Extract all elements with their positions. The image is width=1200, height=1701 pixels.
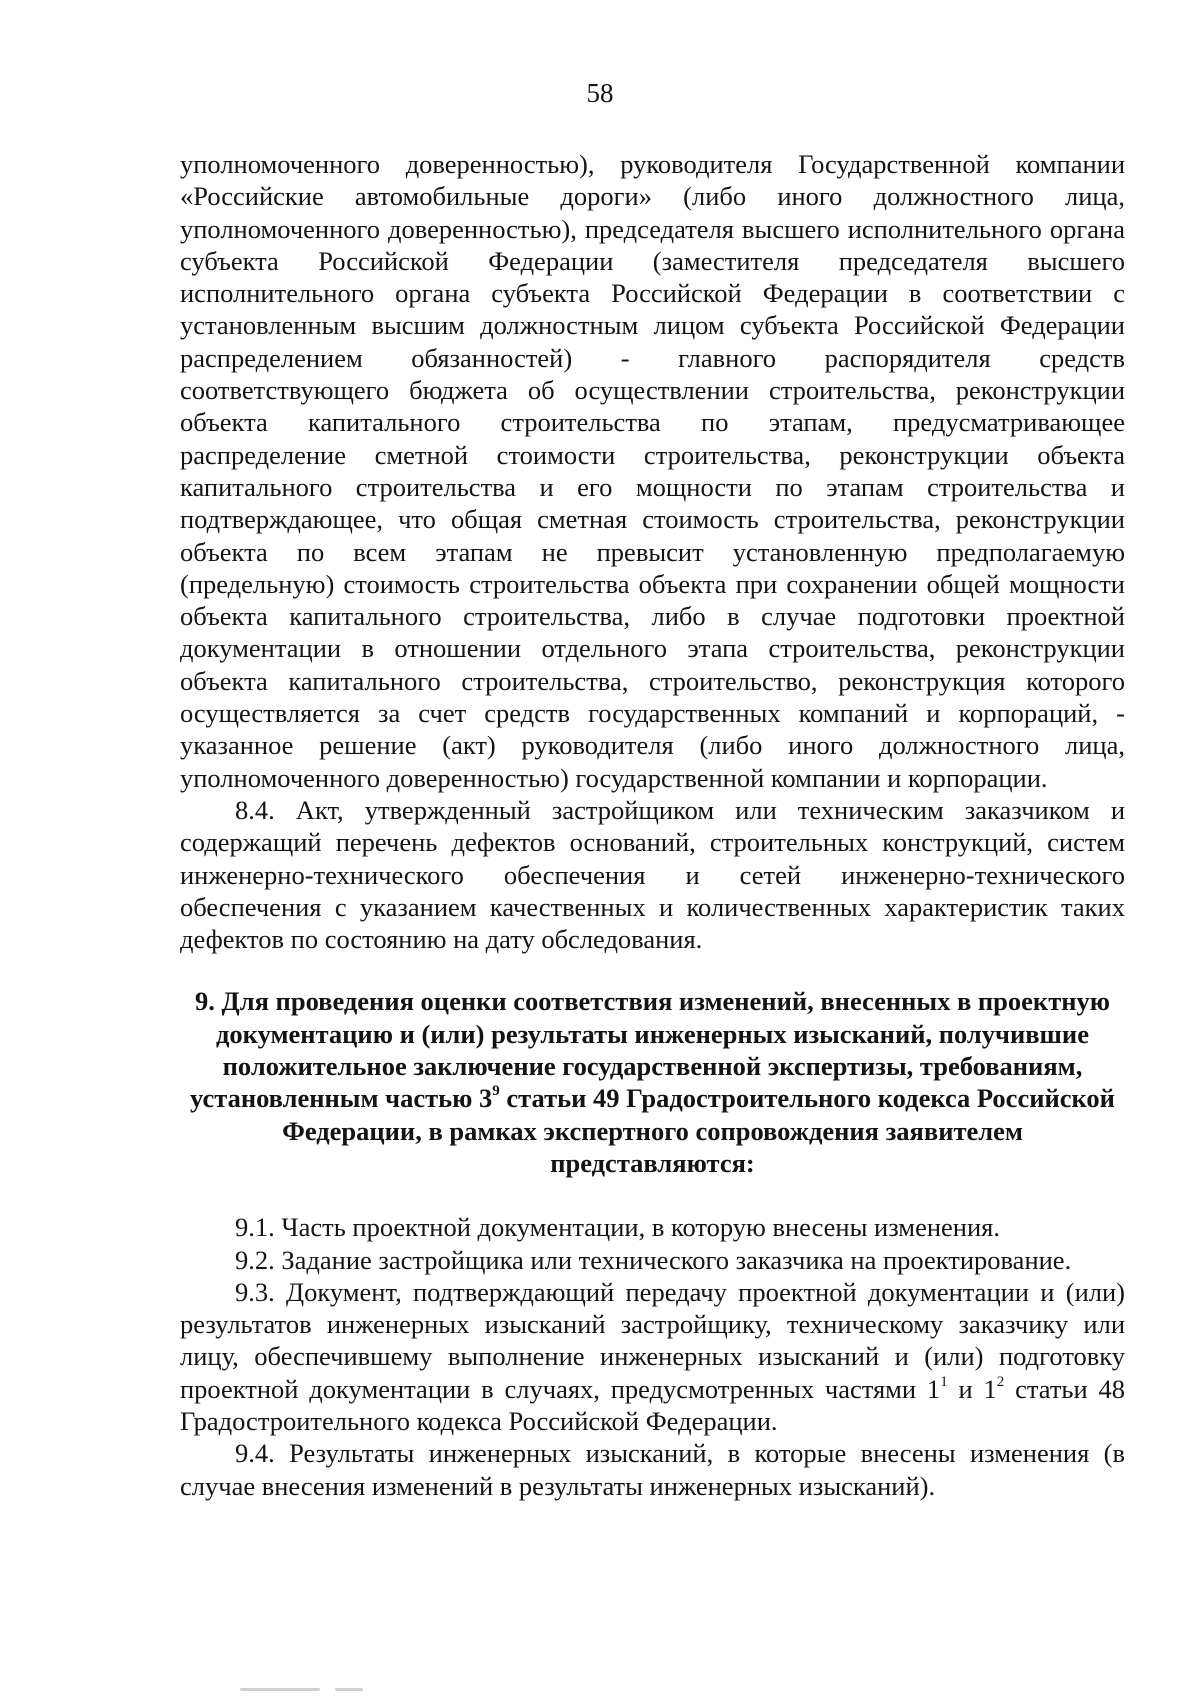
paragraph-8-4: 8.4. Акт, утвержденный застройщиком или техническим заказчиком и содержащий перечень дефектов оснований, строительных конструкций, систем инженерно-технического обеспечения и сетей инженерно-технического обеспечения с указанием качественных и количественных характеристик таких дефектов по состоянию на дату обследования. [180, 794, 1125, 955]
paragraph-continuation: уполномоченного доверенностью), руководителя Государственной компании «Российские автомобильные дороги» (либо иного должностного лица, уполномоченного доверенностью), председателя высшего исполнительного органа субъекта Российской Федерации (заместителя председателя высшего исполнительного органа субъекта Российской Федерации в соответствии с установленным высшим должностным лицом субъекта Российской Федерации распределением обязанностей) - главного распорядителя средств соответствующего бюджета об осуществлении строительства, реконструкции объекта капитального строительства по этапам, предусматривающее распределение сметной стоимости строительства, реконструкции объекта капитального строительства и его мощности по этапам строительства и подтверждающее, что общая сметная стоимость строительства, реконструкции объекта по всем этапам не превысит установленную предполагаемую (предельную) стоимость строительства объекта при сохранении общей мощности объекта капитального строительства, либо в случае подготовки проектной документации в отношении отдельного этапа строительства, реконструкции объекта капитального строительства, строительство, реконструкция которого осуществляется за счет средств государственных компаний и корпораций, - указанное решение (акт) руководителя (либо иного должностного лица, уполномоченного доверенностью) государственной компании и корпорации. [180, 149, 1125, 793]
section-9-heading-text-end: статьи 49 Градостроительного кодекса Российской Федерации, в рамках экспертного сопровождения заявителем представляются: [282, 1083, 1115, 1178]
scan-artifact [335, 1688, 363, 1691]
paragraph-9-1: 9.1. Часть проектной документации, в которую внесены изменения. [235, 1212, 1000, 1243]
paragraph-9-3-text-mid: и 1 [947, 1373, 997, 1404]
document-body [180, 148, 1125, 1502]
paragraph-9-4: 9.4. Результаты инженерных изысканий, в которые внесены изменения (в случае внесения изменений в результаты инженерных изысканий). [180, 1438, 1125, 1501]
page-number: 58 [586, 78, 614, 108]
superscript: 9 [492, 1083, 500, 1100]
superscript: 2 [996, 1373, 1005, 1390]
paragraph-9-3 [180, 1276, 1125, 1437]
section-9-heading [180, 985, 1125, 1179]
superscript: 1 [940, 1373, 948, 1390]
paragraph-9-3-text: 9.3. Документ, подтверждающий передачу проектной документации и (или) результатов инженерных изысканий застройщику, техническому заказчику или лицу, обеспечившему выполнение инженерных изысканий и (или) подготовку проектной документации в случаях, предусмотренных частями 1 [180, 1276, 1125, 1404]
scan-artifact [240, 1688, 320, 1691]
paragraph-9-2: 9.2. Задание застройщика или технического заказчика на проектирование. [235, 1244, 1072, 1275]
section-9-heading-text: 9. Для проведения оценки соответствия изменений, внесенных в проектную документацию и (или) результаты инженерных изысканий, получившие положительное заключение государственной экспертизы, требованиям, установленным частью 3 [190, 986, 1110, 1114]
paragraph-9-3-text-end: статьи 48 Градостроительного кодекса Российской Федерации. [180, 1373, 1125, 1436]
